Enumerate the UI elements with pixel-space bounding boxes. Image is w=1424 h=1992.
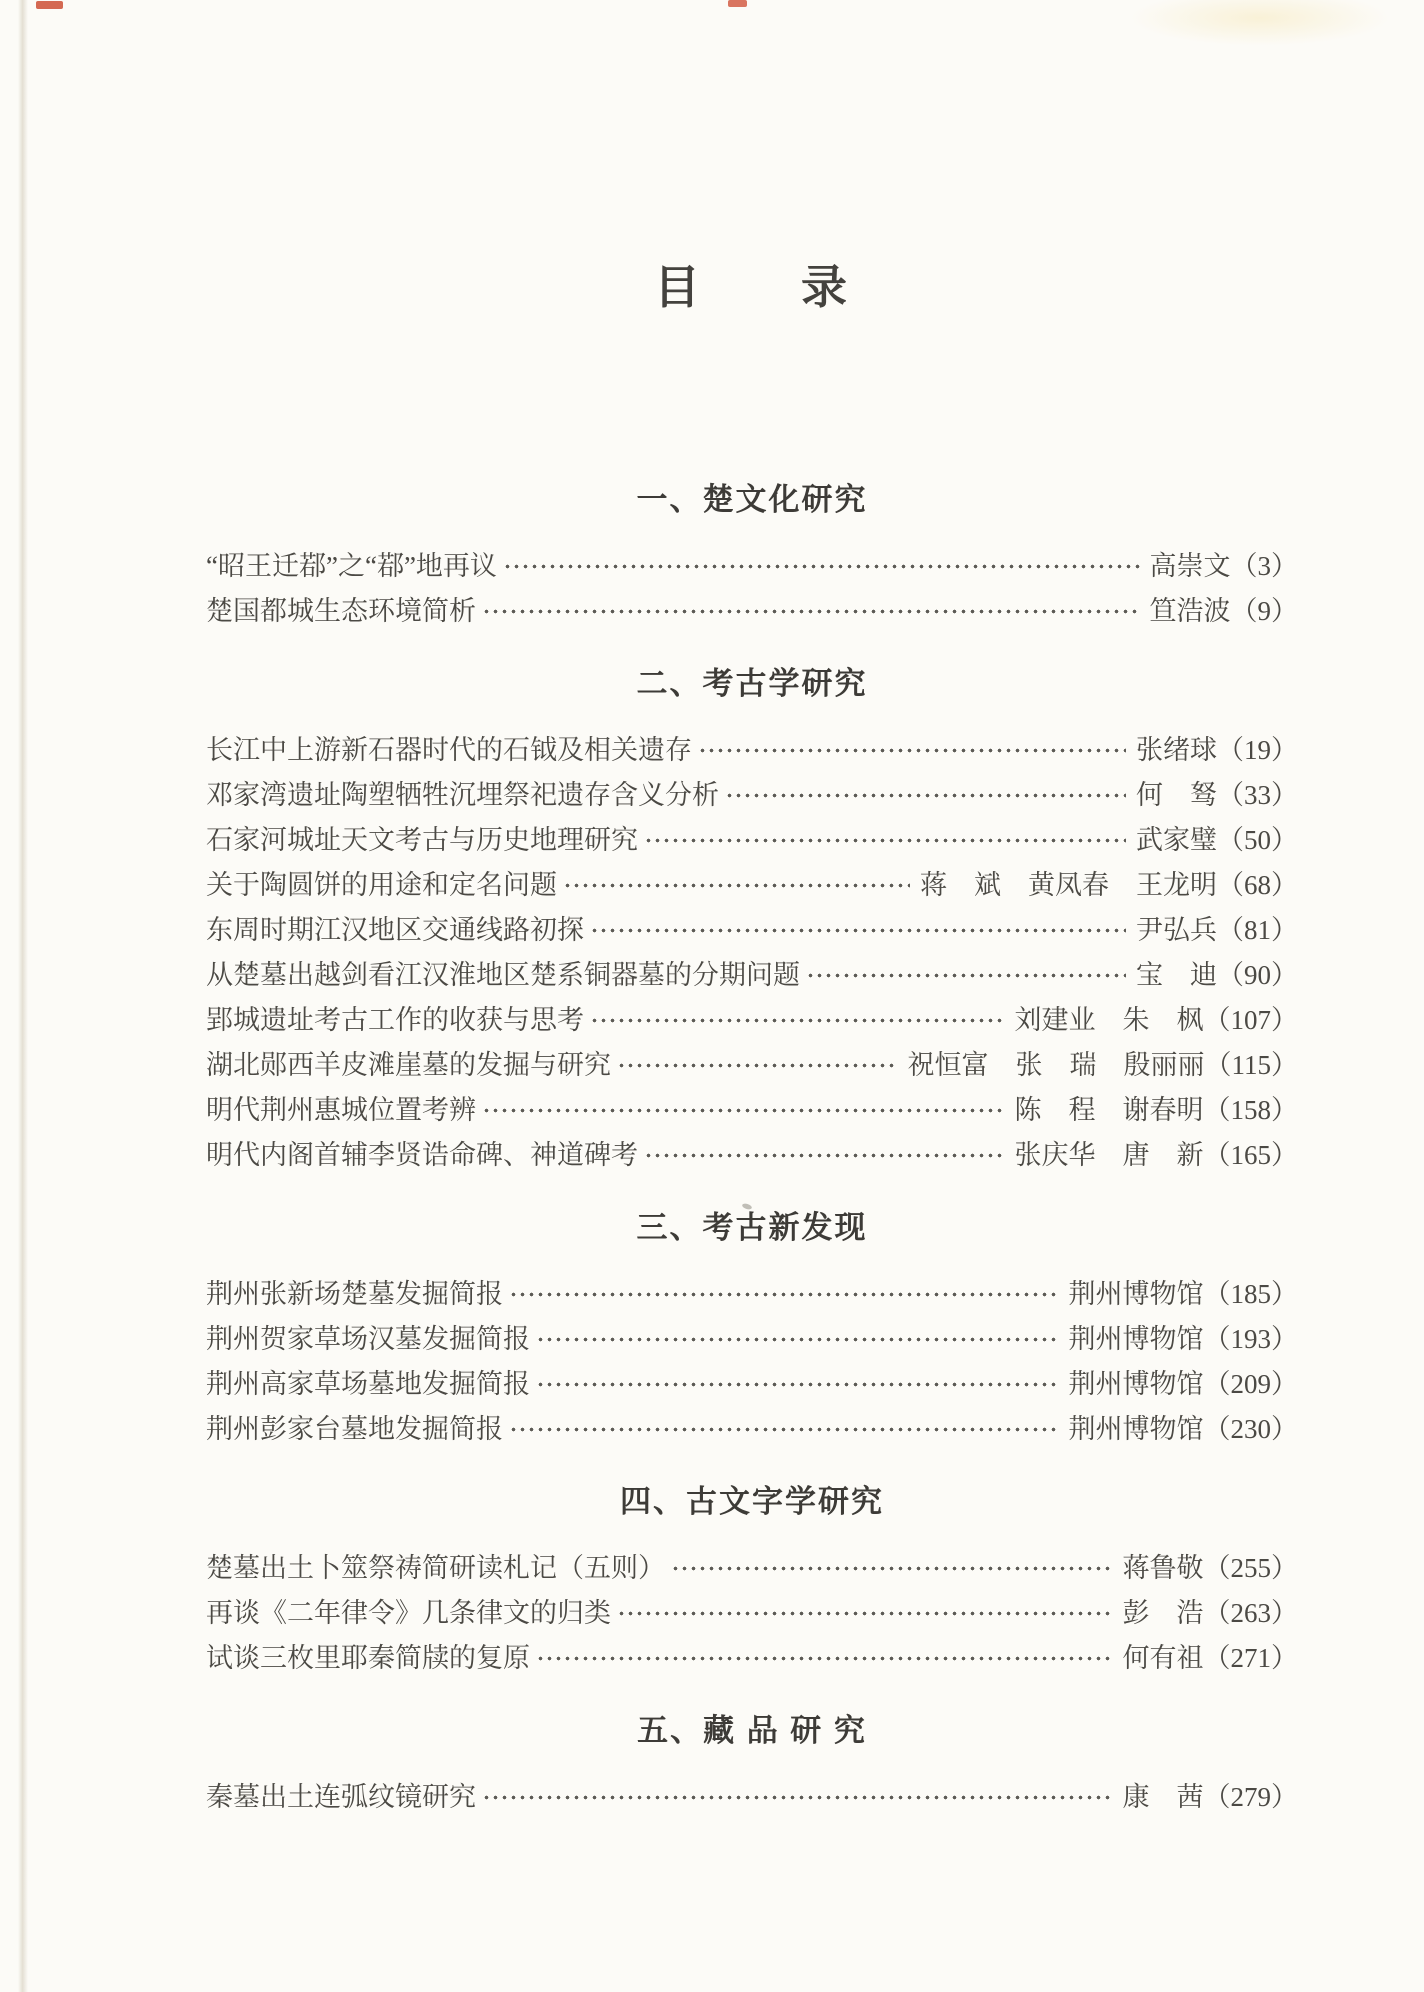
entry-pageref: （279） xyxy=(1203,1782,1298,1812)
toc-sections xyxy=(206,482,1298,1820)
toc-entry xyxy=(206,1591,1298,1636)
dot-leader xyxy=(698,728,1126,773)
entry-title: 邓家湾遗址陶塑牺牲沉埋祭祀遗存含义分析 xyxy=(206,780,719,810)
dot-leader xyxy=(536,1362,1059,1407)
toc-entry xyxy=(206,1133,1298,1178)
toc-entry xyxy=(206,1272,1298,1317)
entry-pageref: （255） xyxy=(1203,1553,1298,1583)
dot-leader xyxy=(563,863,910,908)
dot-leader xyxy=(482,1088,1005,1133)
entry-authors: 何有祖 xyxy=(1122,1643,1204,1673)
entry-title: 秦墓出土连弧纹镜研究 xyxy=(206,1782,476,1812)
entry-pageref: （158） xyxy=(1203,1095,1298,1125)
entry-authors: 笪浩波 xyxy=(1149,596,1231,626)
dot-leader xyxy=(590,998,1005,1043)
toc-entry xyxy=(206,818,1298,863)
entry-authors: 张庆华 唐 新 xyxy=(1014,1140,1204,1170)
toc-entry xyxy=(206,953,1298,998)
entry-title: 石家河城址天文考古与历史地理研究 xyxy=(206,825,638,855)
dot-leader xyxy=(482,1775,1113,1820)
entry-pageref: （50） xyxy=(1217,825,1298,855)
dot-leader xyxy=(509,1407,1059,1452)
entry-title: 楚国都城生态环境简析 xyxy=(206,596,476,626)
entry-authors: 高崇文 xyxy=(1149,551,1231,581)
toc-entry xyxy=(206,544,1298,589)
entry-authors: 宝 迪 xyxy=(1136,960,1217,990)
toc-entry xyxy=(206,1088,1298,1133)
entry-title: 荆州高家草场墓地发掘简报 xyxy=(206,1369,530,1399)
entry-pageref: （263） xyxy=(1203,1598,1298,1628)
entry-pageref: （81） xyxy=(1217,915,1298,945)
toc-entry xyxy=(206,908,1298,953)
dot-leader xyxy=(617,1043,898,1088)
toc-entry xyxy=(206,1407,1298,1452)
dot-leader xyxy=(644,818,1126,863)
entry-pageref: （68） xyxy=(1217,870,1298,900)
entry-title: 荆州彭家台墓地发掘简报 xyxy=(206,1414,503,1444)
entry-pageref: （193） xyxy=(1203,1324,1298,1354)
toc-entry xyxy=(206,1317,1298,1362)
page-title: 目 录 xyxy=(654,262,850,313)
entry-authors: 荆州博物馆 xyxy=(1068,1279,1204,1309)
section-heading: 三、考古新发现 xyxy=(636,1210,868,1245)
entry-title: “昭王迁鄀”之“鄀”地再议 xyxy=(206,551,497,581)
entry-title: 明代内阁首辅李贤诰命碑、神道碑考 xyxy=(206,1140,638,1170)
dot-leader xyxy=(590,908,1126,953)
dot-leader xyxy=(806,953,1126,998)
toc-entry xyxy=(206,1636,1298,1681)
toc-entry xyxy=(206,728,1298,773)
toc-entry xyxy=(206,1775,1298,1820)
entry-authors: 荆州博物馆 xyxy=(1068,1324,1204,1354)
toc-entry xyxy=(206,863,1298,908)
entry-authors: 蒋 斌 黄凤春 王龙明 xyxy=(920,870,1217,900)
entry-pageref: （9） xyxy=(1230,596,1298,626)
dot-leader xyxy=(644,1133,1005,1178)
entry-title: 东周时期江汉地区交通线路初探 xyxy=(206,915,584,945)
entry-authors: 刘建业 朱 枫 xyxy=(1014,1005,1204,1035)
entry-pageref: （19） xyxy=(1217,735,1298,765)
toc-entry xyxy=(206,998,1298,1043)
entry-pageref: （107） xyxy=(1203,1005,1298,1035)
toc-entry xyxy=(206,589,1298,634)
entry-authors: 彭 浩 xyxy=(1122,1598,1204,1628)
entry-authors: 蒋鲁敬 xyxy=(1122,1553,1204,1583)
entry-authors: 荆州博物馆 xyxy=(1068,1414,1204,1444)
dot-leader xyxy=(536,1317,1059,1362)
toc-entry xyxy=(206,1043,1298,1088)
dot-leader xyxy=(482,589,1140,634)
toc-entry xyxy=(206,773,1298,818)
entry-title: 从楚墓出越剑看江汉淮地区楚系铜器墓的分期问题 xyxy=(206,960,800,990)
toc-entry xyxy=(206,1546,1298,1591)
dot-leader xyxy=(503,544,1140,589)
entry-title: 郢城遗址考古工作的收获与思考 xyxy=(206,1005,584,1035)
entry-pageref: （90） xyxy=(1217,960,1298,990)
dot-leader xyxy=(617,1591,1113,1636)
entry-pageref: （33） xyxy=(1217,780,1298,810)
entry-authors: 荆州博物馆 xyxy=(1068,1369,1204,1399)
entry-title: 再谈《二年律令》几条律文的归类 xyxy=(206,1598,611,1628)
entry-title: 湖北郧西羊皮滩崖墓的发掘与研究 xyxy=(206,1050,611,1080)
entry-pageref: （165） xyxy=(1203,1140,1298,1170)
entry-authors: 张绪球 xyxy=(1136,735,1217,765)
entry-pageref: （3） xyxy=(1230,551,1298,581)
entry-pageref: （230） xyxy=(1203,1414,1298,1444)
entry-authors: 康 茜 xyxy=(1122,1782,1204,1812)
section-heading: 四、古文字学研究 xyxy=(620,1484,884,1519)
entry-pageref: （209） xyxy=(1203,1369,1298,1399)
dot-leader xyxy=(725,773,1126,818)
entry-pageref: （185） xyxy=(1203,1279,1298,1309)
entry-authors: 武家璧 xyxy=(1136,825,1217,855)
entry-title: 试谈三枚里耶秦简牍的复原 xyxy=(206,1643,530,1673)
entry-title: 楚墓出土卜筮祭祷简研读札记（五则） xyxy=(206,1553,665,1583)
toc-entry xyxy=(206,1362,1298,1407)
entry-authors: 何 驽 xyxy=(1136,780,1217,810)
dot-leader xyxy=(671,1546,1113,1591)
section-heading: 二、考古学研究 xyxy=(636,666,868,701)
entry-authors: 祝恒富 张 瑞 殷丽丽 xyxy=(907,1050,1205,1080)
dot-leader xyxy=(536,1636,1113,1681)
entry-title: 关于陶圆饼的用途和定名问题 xyxy=(206,870,557,900)
entry-title: 长江中上游新石器时代的石钺及相关遗存 xyxy=(206,735,692,765)
entry-title: 荆州贺家草场汉墓发掘简报 xyxy=(206,1324,530,1354)
dot-leader xyxy=(509,1272,1059,1317)
entry-authors: 尹弘兵 xyxy=(1136,915,1217,945)
scan-red-mark-artifact xyxy=(36,1,63,9)
entry-title: 明代荆州惠城位置考辨 xyxy=(206,1095,476,1125)
entry-authors: 陈 程 谢春明 xyxy=(1014,1095,1204,1125)
entry-pageref: （115） xyxy=(1204,1050,1298,1080)
entry-title: 荆州张新场楚墓发掘简报 xyxy=(206,1279,503,1309)
section-heading: 一、楚文化研究 xyxy=(636,482,868,517)
toc-content xyxy=(206,0,1298,1820)
section-heading: 五、藏 品 研 究 xyxy=(637,1713,867,1748)
page-left-crease-artifact xyxy=(18,0,28,1992)
entry-pageref: （271） xyxy=(1203,1643,1298,1673)
